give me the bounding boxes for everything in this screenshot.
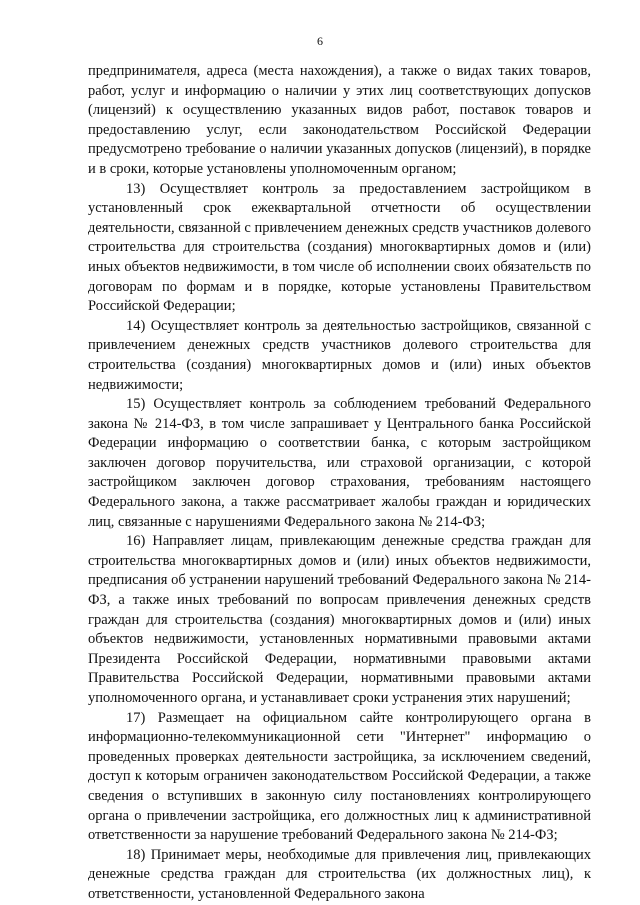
paragraph-item-15: 15) Осуществляет контроль за соблюдением требований Федерального закона № 214-ФЗ, в том числе запрашивает у Центрального банка Российской Федерации информацию о соответствии банка, с которым застройщиком заключен договор поручительства, или страховой организации, с которой застройщиком заключен договор страхования, требованиям настоящего Федерального закона, а также рассматривает жалобы граждан и юридических лиц, связанные с нарушениями Федерального закона № 214-ФЗ; [88, 396, 591, 530]
paragraph-item-13: 13) Осуществляет контроль за предоставлением застройщиком в установленный срок ежеквартальной отчетности об осуществлении деятельности, связанной с привлечением денежных средств участников долевого строительства для строительства (создания) многоквартирных домов и (или) иных объектов недвижимости, в том числе об исполнении своих обязательств по договорам по формам и в порядке, которые установлены Правительством Российской Федерации; [88, 180, 591, 315]
paragraph-item-17: 17) Размещает на официальном сайте контролирующего органа в информационно-телекоммуникационной сети "Интернет" информацию о проведенных проверках деятельности застройщика, за исключением сведений, доступ к которым ограничен законодательством Российской Федерации, а также сведения о вступивших в законную силу постановлениях контролирующего органа о привлечении застройщика, его должностных лиц к административной ответственности за нарушение требований Федерального закона № 214-ФЗ; [88, 709, 591, 844]
paragraph-continuation: предпринимателя, адреса (места нахождения), а также о видах таких товаров, работ, услуг и информацию о наличии у этих лиц соответствующих допусков (лицензий) к осуществлению указанных видов работ, поставок товаров и предоставлению услуг, если законодательством Российской Федерации предусмотрено требование о наличии указанных допусков (лицензий), в порядке и в сроки, которые установлены уполномоченным органом; [88, 63, 591, 177]
document-body [88, 62, 591, 905]
paragraph-item-18: 18) Принимает меры, необходимые для привлечения лиц, привлекающих денежные средства граждан для строительства (их должностных лиц), к ответственности, установленной Федерального закона [88, 846, 591, 902]
paragraph-item-14: 14) Осуществляет контроль за деятельностью застройщиков, связанной с привлечением денежных средств участников долевого строительства для строительства (создания) многоквартирных домов и (или) иных объектов недвижимости; [88, 317, 591, 393]
paragraph-item-16: 16) Направляет лицам, привлекающим денежные средства граждан для строительства многоквартирных домов и (или) иных объектов недвижимости, предписания об устранении нарушений требований Федерального закона № 214-ФЗ, а также иных требований по вопросам привлечения денежных средств граждан для строительства (создания) многоквартирных домов и (или) иных объектов недвижимости, установленных нормативными правовыми актами Президента Российской Федерации, нормативными правовыми актами Правительства Российской Федерации, нормативными правовыми актами уполномоченного органа, и устанавливает сроки устранения этих нарушений; [88, 533, 591, 706]
page-number: 6 [317, 34, 323, 48]
